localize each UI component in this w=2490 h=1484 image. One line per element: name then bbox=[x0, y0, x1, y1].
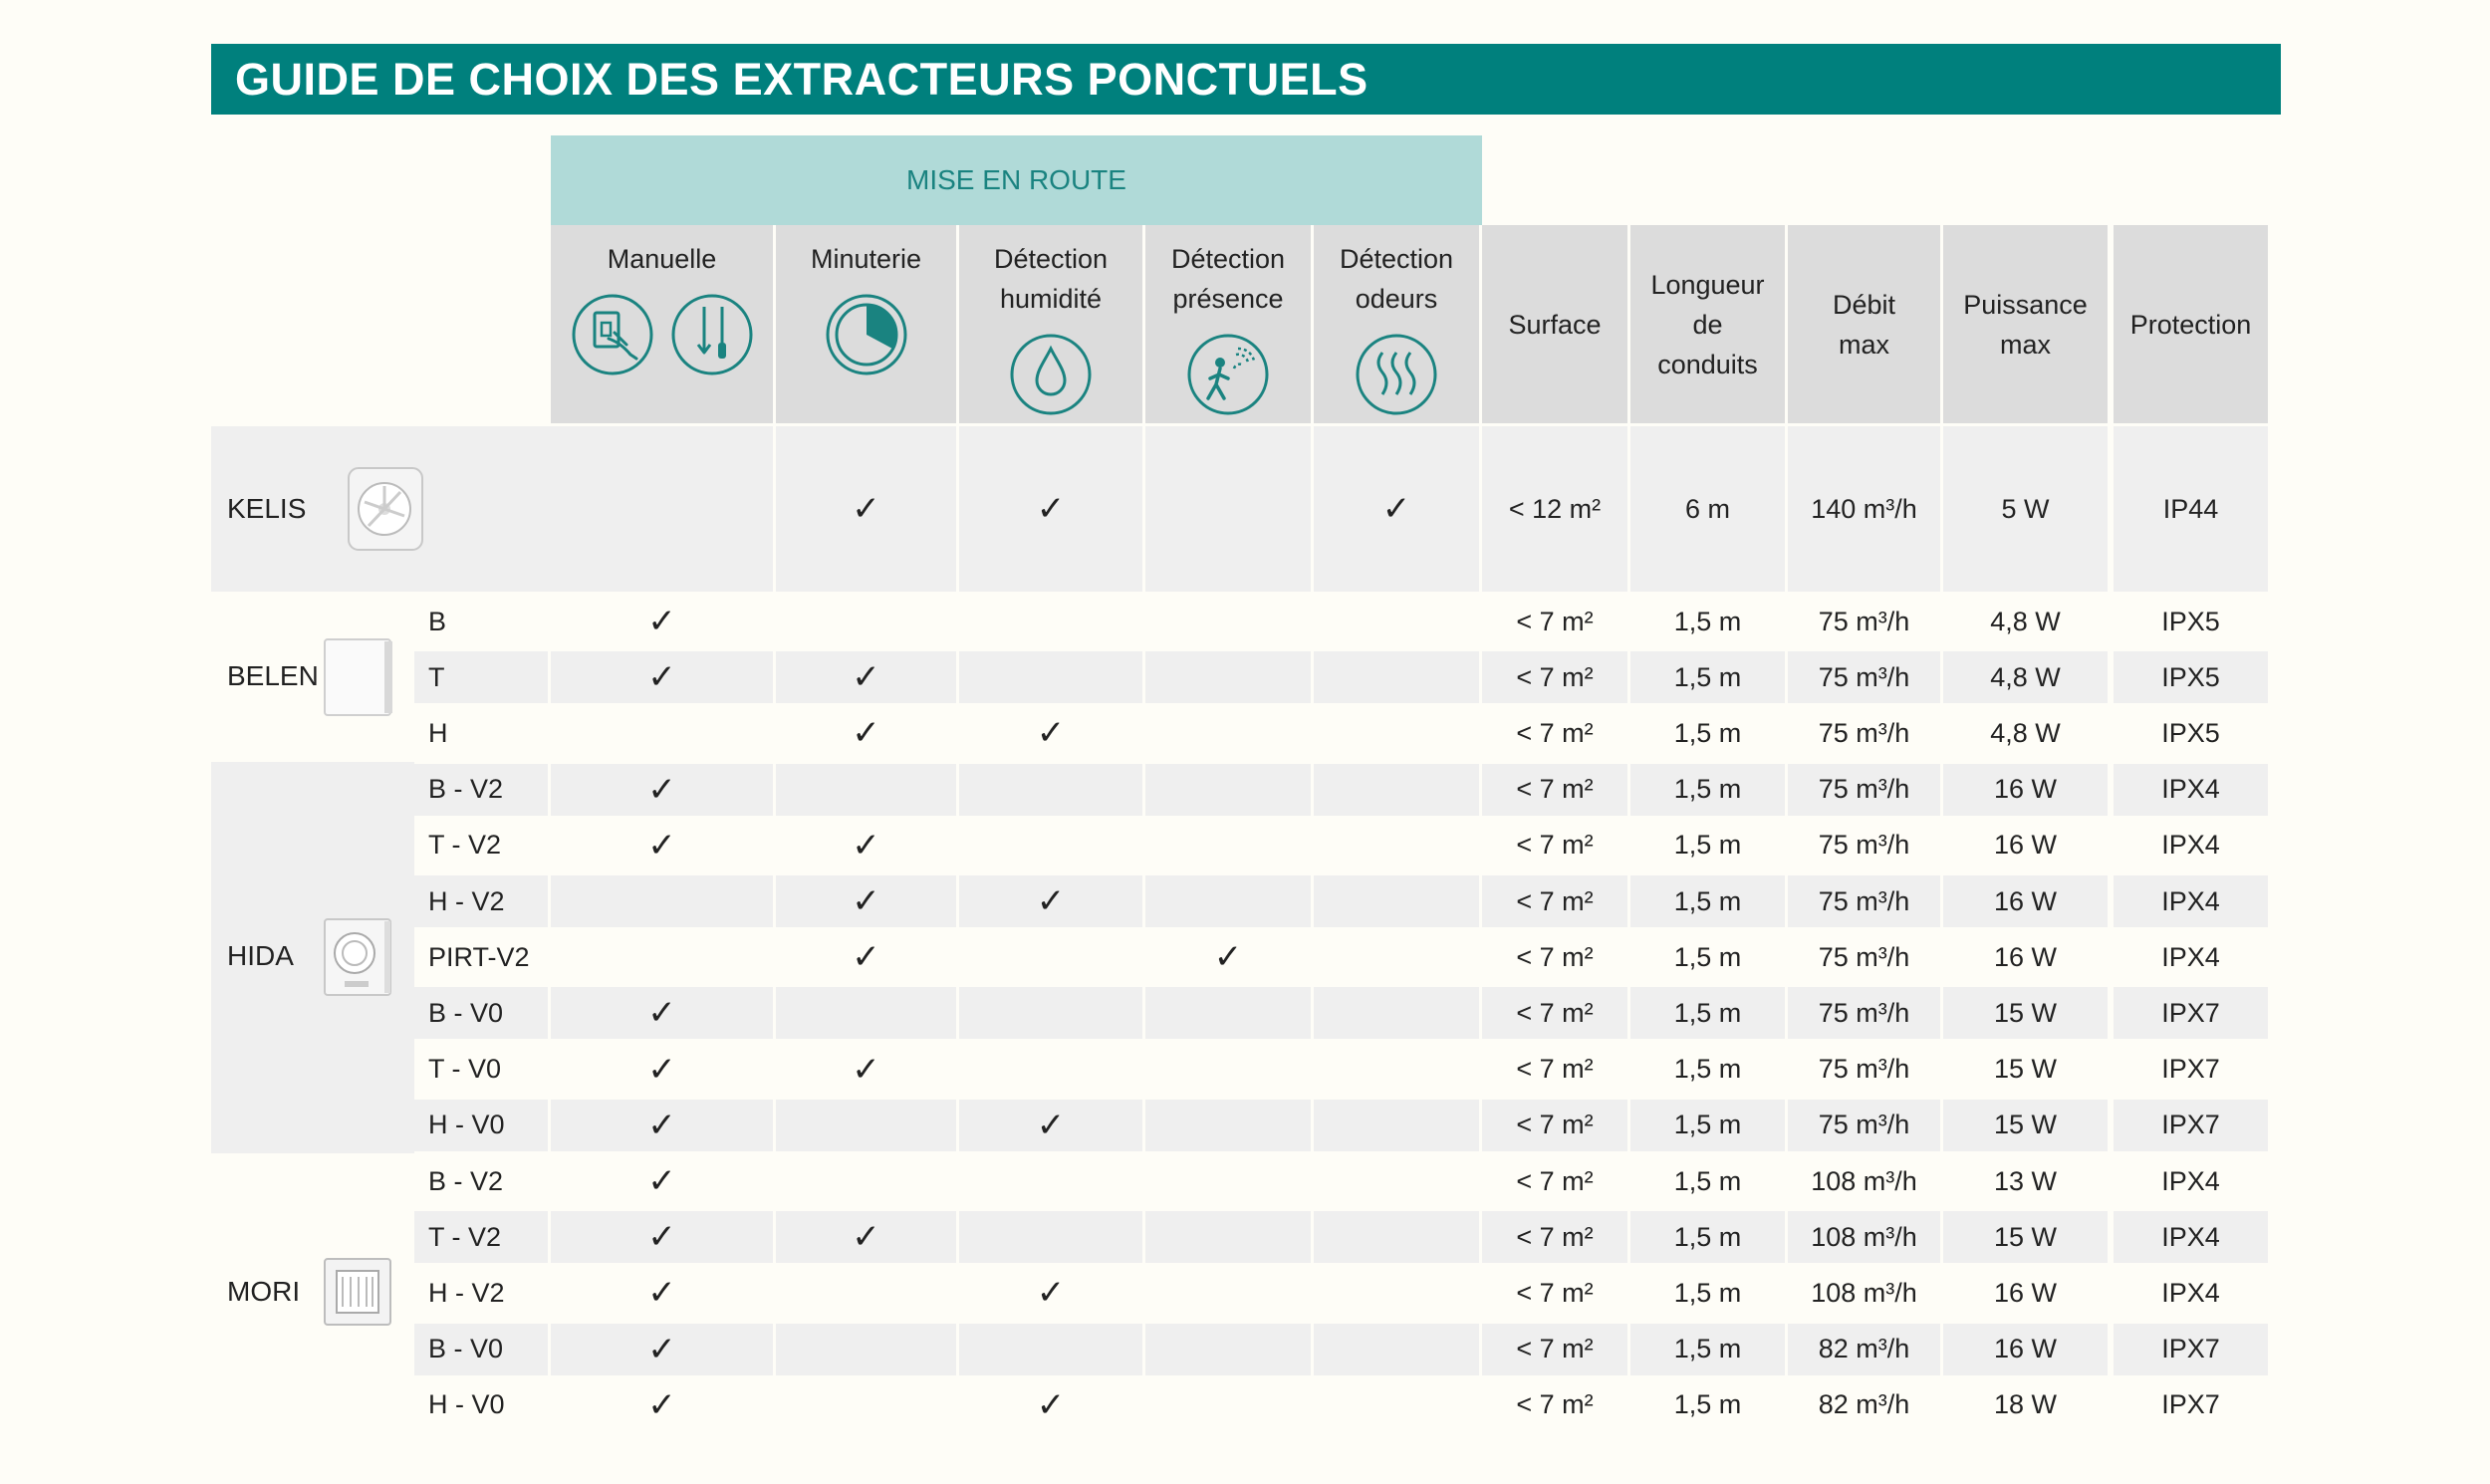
check-mark: ✓ bbox=[647, 658, 676, 697]
value-cell-protection: IPX5 bbox=[2161, 717, 2220, 748]
switch-hand-icon bbox=[571, 293, 654, 376]
check-mark: ✓ bbox=[1036, 490, 1066, 528]
model-name: B - V0 bbox=[414, 1324, 548, 1375]
check-cell-presence bbox=[1145, 426, 1311, 592]
check-mark: ✓ bbox=[1036, 1385, 1066, 1424]
column-header-label bbox=[1508, 305, 1601, 345]
check-cell-minuterie bbox=[776, 426, 956, 592]
column-header-label bbox=[1963, 285, 2088, 365]
check-cell-presence bbox=[1145, 1044, 1311, 1096]
column-header-icons bbox=[825, 293, 908, 376]
check-cell-humidite bbox=[959, 987, 1142, 1039]
value-cell-longueur: 1,5 m bbox=[1673, 1389, 1742, 1420]
column-header-label-line: Minuterie bbox=[810, 244, 922, 274]
column-header-label-line: Détection bbox=[993, 244, 1109, 274]
check-mark: ✓ bbox=[647, 1330, 676, 1368]
check-cell-minuterie bbox=[776, 1324, 956, 1375]
check-cell-humidite bbox=[959, 707, 1142, 759]
value-cell-surface: < 7 m² bbox=[1482, 1100, 1627, 1151]
check-cell-odeurs bbox=[1314, 426, 1479, 592]
check-cell-manuelle bbox=[551, 931, 773, 983]
check-cell-manuelle bbox=[551, 1267, 773, 1319]
brand-name: BELEN bbox=[227, 660, 319, 692]
page-title: GUIDE DE CHOIX DES EXTRACTEURS PONCTUELS bbox=[211, 44, 2281, 115]
check-mark: ✓ bbox=[1036, 1106, 1066, 1144]
check-mark: ✓ bbox=[647, 1050, 676, 1089]
check-mark: ✓ bbox=[852, 938, 880, 977]
value-cell-debit: 75 m³/h bbox=[1818, 606, 1910, 636]
column-header-label bbox=[1340, 239, 1453, 319]
check-cell-presence bbox=[1145, 596, 1311, 647]
check-cell-manuelle bbox=[551, 820, 773, 871]
check-cell-minuterie bbox=[776, 1155, 956, 1207]
check-cell-odeurs bbox=[1314, 651, 1479, 703]
check-cell-odeurs bbox=[1314, 931, 1479, 983]
check-mark: ✓ bbox=[647, 1385, 676, 1424]
check-mark: ✓ bbox=[1036, 1274, 1066, 1313]
column-header-label-line: max bbox=[1999, 329, 2051, 360]
column-header-label-line: odeurs bbox=[1355, 284, 1438, 314]
check-cell-odeurs bbox=[1314, 820, 1479, 871]
column-header-label-line: présence bbox=[1172, 284, 1284, 314]
value-cell-protection: IPX5 bbox=[2161, 606, 2220, 636]
value-cell-surface: < 12 m² bbox=[1482, 426, 1627, 592]
column-header-label-line: conduits bbox=[1657, 349, 1758, 379]
water-drop-icon bbox=[1009, 333, 1093, 416]
check-cell-minuterie bbox=[776, 820, 956, 871]
model-name: PIRT-V2 bbox=[428, 941, 530, 972]
value-cell-longueur: 1,5 m bbox=[1673, 830, 1742, 861]
column-header-label-line: humidité bbox=[999, 284, 1103, 314]
value-cell-debit: 140 m³/h bbox=[1788, 426, 1940, 592]
brand-name: MORI bbox=[227, 1276, 301, 1308]
value-cell-longueur: 1,5 m bbox=[1673, 941, 1742, 972]
value-cell-surface: < 7 m² bbox=[1482, 875, 1627, 927]
value-cell-surface: < 7 m² bbox=[1516, 1389, 1594, 1420]
column-header-label-line: Surface bbox=[1508, 309, 1602, 340]
check-cell-humidite bbox=[959, 1155, 1142, 1207]
check-cell-presence bbox=[1145, 1324, 1311, 1375]
check-mark: ✓ bbox=[852, 826, 880, 865]
value-cell-debit: 75 m³/h bbox=[1788, 1100, 1940, 1151]
value-cell-puissance: 15 W bbox=[1993, 1054, 2058, 1085]
value-cell-longueur: 1,5 m bbox=[1673, 606, 1742, 636]
value-cell-surface: < 7 m² bbox=[1516, 830, 1594, 861]
check-cell-manuelle bbox=[551, 1155, 773, 1207]
value-cell-debit: 75 m³/h bbox=[1788, 987, 1940, 1039]
check-cell-odeurs bbox=[1314, 1267, 1479, 1319]
check-cell-humidite bbox=[959, 820, 1142, 871]
value-cell-protection: IPX5 bbox=[2114, 651, 2268, 703]
column-header-humidite bbox=[959, 225, 1142, 423]
value-cell-debit: 75 m³/h bbox=[1818, 941, 1910, 972]
value-cell-puissance: 4,8 W bbox=[1943, 651, 2108, 703]
check-mark: ✓ bbox=[852, 1050, 880, 1089]
check-cell-odeurs bbox=[1314, 596, 1479, 647]
model-name: H - V0 bbox=[414, 1100, 548, 1151]
check-mark: ✓ bbox=[852, 882, 880, 920]
check-cell-humidite bbox=[959, 1267, 1142, 1319]
odor-waves-icon bbox=[1355, 333, 1438, 416]
check-cell-presence bbox=[1145, 1211, 1311, 1263]
check-cell-minuterie bbox=[776, 596, 956, 647]
column-header-label-line: max bbox=[1838, 329, 1889, 360]
model-name: T - V2 bbox=[414, 1211, 548, 1263]
check-cell-minuterie bbox=[776, 764, 956, 816]
value-cell-debit: 75 m³/h bbox=[1788, 764, 1940, 816]
value-cell-puissance: 16 W bbox=[1943, 1324, 2108, 1375]
value-cell-longueur: 1,5 m bbox=[1673, 717, 1742, 748]
check-cell-minuterie bbox=[776, 987, 956, 1039]
value-cell-longueur: 1,5 m bbox=[1630, 651, 1785, 703]
check-mark: ✓ bbox=[1036, 882, 1066, 920]
kelis-product-image bbox=[345, 464, 426, 554]
check-cell-humidite bbox=[959, 1324, 1142, 1375]
check-cell-humidite bbox=[959, 764, 1142, 816]
column-header-icons bbox=[1355, 333, 1438, 416]
value-cell-protection: IPX7 bbox=[2161, 1054, 2220, 1085]
value-cell-debit: 108 m³/h bbox=[1788, 1211, 1940, 1263]
column-header-icons bbox=[1186, 333, 1270, 416]
check-cell-humidite bbox=[959, 651, 1142, 703]
value-cell-surface: < 7 m² bbox=[1516, 941, 1594, 972]
value-cell-longueur: 1,5 m bbox=[1673, 1277, 1742, 1308]
check-mark: ✓ bbox=[852, 1218, 880, 1257]
column-header-longueur bbox=[1630, 225, 1785, 423]
check-cell-manuelle bbox=[551, 707, 773, 759]
check-cell-minuterie bbox=[776, 931, 956, 983]
check-cell-presence bbox=[1145, 875, 1311, 927]
check-cell-presence bbox=[1145, 1155, 1311, 1207]
column-header-presence bbox=[1145, 225, 1311, 423]
value-cell-surface: < 7 m² bbox=[1516, 717, 1594, 748]
check-cell-presence bbox=[1145, 764, 1311, 816]
check-cell-odeurs bbox=[1314, 1379, 1479, 1431]
check-cell-odeurs bbox=[1314, 987, 1479, 1039]
model-name: H - V2 bbox=[414, 875, 548, 927]
check-cell-manuelle bbox=[551, 1044, 773, 1096]
model-name: T - V2 bbox=[428, 830, 502, 861]
column-header-icons bbox=[1009, 333, 1093, 416]
column-header-label-line: Manuelle bbox=[607, 244, 717, 274]
check-cell-odeurs bbox=[1314, 1044, 1479, 1096]
column-header-icons bbox=[571, 293, 754, 376]
value-cell-surface: < 7 m² bbox=[1482, 1211, 1627, 1263]
pull-cord-icon bbox=[670, 293, 754, 376]
column-header-label-line: de bbox=[1692, 309, 1723, 340]
check-mark: ✓ bbox=[647, 994, 676, 1033]
model-name: H bbox=[428, 717, 448, 748]
check-cell-humidite bbox=[959, 1044, 1142, 1096]
column-header-label bbox=[1171, 239, 1285, 319]
value-cell-debit: 108 m³/h bbox=[1811, 1165, 1917, 1196]
check-mark: ✓ bbox=[647, 1106, 676, 1144]
value-cell-debit: 75 m³/h bbox=[1818, 1054, 1910, 1085]
value-cell-puissance: 16 W bbox=[1943, 875, 2108, 927]
value-cell-puissance: 15 W bbox=[1943, 1100, 2108, 1151]
column-header-label bbox=[608, 239, 717, 279]
value-cell-debit: 82 m³/h bbox=[1788, 1324, 1940, 1375]
value-cell-protection: IPX4 bbox=[2161, 1277, 2220, 1308]
check-cell-humidite bbox=[959, 1100, 1142, 1151]
column-header-minuterie bbox=[776, 225, 956, 423]
check-cell-manuelle bbox=[551, 764, 773, 816]
value-cell-debit: 108 m³/h bbox=[1811, 1277, 1917, 1308]
column-header-debit bbox=[1788, 225, 1940, 423]
column-header-label-line: Détection bbox=[1170, 244, 1286, 274]
check-cell-minuterie bbox=[776, 1100, 956, 1151]
value-cell-surface: < 7 m² bbox=[1516, 606, 1594, 636]
check-cell-odeurs bbox=[1314, 1100, 1479, 1151]
value-cell-protection: IPX4 bbox=[2114, 764, 2268, 816]
mise-en-route-header: MISE EN ROUTE bbox=[551, 135, 1482, 225]
check-cell-manuelle bbox=[551, 1379, 773, 1431]
model-name: B - V0 bbox=[414, 987, 548, 1039]
value-cell-longueur: 1,5 m bbox=[1630, 764, 1785, 816]
check-cell-manuelle bbox=[551, 875, 773, 927]
timer-icon bbox=[825, 293, 908, 376]
value-cell-puissance: 16 W bbox=[1993, 1277, 2058, 1308]
value-cell-protection: IPX7 bbox=[2114, 1100, 2268, 1151]
check-cell-minuterie bbox=[776, 1379, 956, 1431]
value-cell-surface: < 7 m² bbox=[1516, 1054, 1594, 1085]
column-header-surface bbox=[1482, 225, 1627, 423]
value-cell-surface: < 7 m² bbox=[1516, 1277, 1594, 1308]
value-cell-debit: 82 m³/h bbox=[1818, 1389, 1910, 1420]
value-cell-surface: < 7 m² bbox=[1516, 1165, 1594, 1196]
check-mark: ✓ bbox=[852, 658, 880, 697]
check-cell-odeurs bbox=[1314, 1324, 1479, 1375]
check-cell-minuterie bbox=[776, 1211, 956, 1263]
value-cell-puissance: 4,8 W bbox=[1990, 606, 2061, 636]
column-header-manuelle bbox=[551, 225, 773, 423]
column-header-label bbox=[1650, 265, 1764, 384]
check-cell-odeurs bbox=[1314, 1155, 1479, 1207]
value-cell-surface: < 7 m² bbox=[1482, 651, 1627, 703]
value-cell-protection: IP44 bbox=[2114, 426, 2268, 592]
check-cell-odeurs bbox=[1314, 1211, 1479, 1263]
value-cell-debit: 75 m³/h bbox=[1818, 717, 1910, 748]
check-cell-minuterie bbox=[776, 1267, 956, 1319]
value-cell-puissance: 15 W bbox=[1943, 987, 2108, 1039]
column-header-protection bbox=[2114, 225, 2268, 423]
value-cell-longueur: 6 m bbox=[1630, 426, 1785, 592]
column-header-label bbox=[1833, 285, 1895, 365]
value-cell-debit: 75 m³/h bbox=[1788, 875, 1940, 927]
value-cell-protection: IPX7 bbox=[2114, 1324, 2268, 1375]
value-cell-puissance: 16 W bbox=[1943, 764, 2108, 816]
check-mark: ✓ bbox=[647, 1274, 676, 1313]
check-cell-humidite bbox=[959, 931, 1142, 983]
check-cell-manuelle bbox=[551, 987, 773, 1039]
value-cell-longueur: 1,5 m bbox=[1630, 875, 1785, 927]
value-cell-longueur: 1,5 m bbox=[1630, 1324, 1785, 1375]
check-cell-minuterie bbox=[776, 707, 956, 759]
check-mark: ✓ bbox=[647, 1162, 676, 1200]
check-cell-presence bbox=[1145, 1100, 1311, 1151]
check-mark: ✓ bbox=[647, 1218, 676, 1257]
check-cell-humidite bbox=[959, 426, 1142, 592]
column-header-puissance bbox=[1943, 225, 2108, 423]
column-header-label-line: Longueur bbox=[1650, 269, 1765, 300]
value-cell-protection: IPX4 bbox=[2161, 941, 2220, 972]
column-header-label-line: Protection bbox=[2129, 309, 2252, 340]
model-name: B - V2 bbox=[428, 1165, 504, 1196]
check-cell-presence bbox=[1145, 931, 1311, 983]
value-cell-puissance: 18 W bbox=[1993, 1389, 2058, 1420]
column-header-label bbox=[2130, 305, 2252, 345]
value-cell-puissance: 13 W bbox=[1993, 1165, 2058, 1196]
check-cell-presence bbox=[1145, 651, 1311, 703]
belen-product-image bbox=[321, 635, 396, 719]
value-cell-protection: IPX7 bbox=[2161, 1389, 2220, 1420]
value-cell-puissance: 16 W bbox=[1993, 830, 2058, 861]
value-cell-protection: IPX4 bbox=[2114, 1211, 2268, 1263]
check-cell-presence bbox=[1145, 707, 1311, 759]
value-cell-protection: IPX4 bbox=[2161, 830, 2220, 861]
value-cell-protection: IPX7 bbox=[2114, 987, 2268, 1039]
model-name: T - V0 bbox=[428, 1054, 502, 1085]
value-cell-longueur: 1,5 m bbox=[1630, 1211, 1785, 1263]
check-cell-minuterie bbox=[776, 651, 956, 703]
check-mark: ✓ bbox=[647, 826, 676, 865]
value-cell-puissance: 16 W bbox=[1993, 941, 2058, 972]
column-header-odeurs bbox=[1314, 225, 1479, 423]
check-cell-humidite bbox=[959, 596, 1142, 647]
check-mark: ✓ bbox=[852, 714, 880, 753]
check-cell-manuelle bbox=[551, 1211, 773, 1263]
column-header-label-line: Puissance bbox=[1963, 289, 2088, 320]
value-cell-longueur: 1,5 m bbox=[1673, 1054, 1742, 1085]
value-cell-puissance: 4,8 W bbox=[1990, 717, 2061, 748]
model-name: H - V0 bbox=[428, 1389, 505, 1420]
value-cell-protection: IPX4 bbox=[2114, 875, 2268, 927]
check-mark: ✓ bbox=[647, 770, 676, 809]
column-header-label-line: Détection bbox=[1339, 244, 1454, 274]
check-cell-manuelle bbox=[551, 651, 773, 703]
value-cell-protection: IPX4 bbox=[2161, 1165, 2220, 1196]
check-mark: ✓ bbox=[852, 490, 880, 528]
model-name: T bbox=[414, 651, 548, 703]
check-cell-presence bbox=[1145, 820, 1311, 871]
check-cell-minuterie bbox=[776, 1044, 956, 1096]
check-cell-humidite bbox=[959, 875, 1142, 927]
model-name: H - V2 bbox=[428, 1277, 505, 1308]
check-mark: ✓ bbox=[1036, 714, 1066, 753]
value-cell-surface: < 7 m² bbox=[1482, 1324, 1627, 1375]
check-mark: ✓ bbox=[1381, 490, 1411, 528]
check-cell-manuelle bbox=[551, 596, 773, 647]
check-cell-odeurs bbox=[1314, 707, 1479, 759]
column-header-label bbox=[994, 239, 1108, 319]
value-cell-puissance: 15 W bbox=[1943, 1211, 2108, 1263]
brand-name: KELIS bbox=[227, 493, 307, 524]
model-name: B - V2 bbox=[414, 764, 548, 816]
model-name: B bbox=[428, 606, 447, 636]
value-cell-longueur: 1,5 m bbox=[1630, 1100, 1785, 1151]
mori-product-image bbox=[321, 1255, 396, 1331]
check-mark: ✓ bbox=[1213, 938, 1243, 977]
value-cell-longueur: 1,5 m bbox=[1630, 987, 1785, 1039]
check-cell-minuterie bbox=[776, 875, 956, 927]
motion-sensor-icon bbox=[1186, 333, 1270, 416]
check-cell-manuelle bbox=[551, 1324, 773, 1375]
check-cell-humidite bbox=[959, 1379, 1142, 1431]
value-cell-surface: < 7 m² bbox=[1482, 764, 1627, 816]
check-cell-manuelle bbox=[551, 426, 773, 592]
check-cell-presence bbox=[1145, 987, 1311, 1039]
value-cell-debit: 75 m³/h bbox=[1788, 651, 1940, 703]
check-cell-humidite bbox=[959, 1211, 1142, 1263]
brand-name: HIDA bbox=[227, 940, 294, 972]
check-cell-presence bbox=[1145, 1379, 1311, 1431]
column-header-label-line: Débit bbox=[1832, 289, 1896, 320]
check-cell-presence bbox=[1145, 1267, 1311, 1319]
check-cell-manuelle bbox=[551, 1100, 773, 1151]
hida-product-image bbox=[321, 915, 396, 999]
value-cell-puissance: 5 W bbox=[1943, 426, 2108, 592]
value-cell-surface: < 7 m² bbox=[1482, 987, 1627, 1039]
check-cell-odeurs bbox=[1314, 764, 1479, 816]
check-cell-odeurs bbox=[1314, 875, 1479, 927]
value-cell-longueur: 1,5 m bbox=[1673, 1165, 1742, 1196]
value-cell-debit: 75 m³/h bbox=[1818, 830, 1910, 861]
check-mark: ✓ bbox=[647, 603, 676, 640]
column-header-label bbox=[811, 239, 921, 279]
